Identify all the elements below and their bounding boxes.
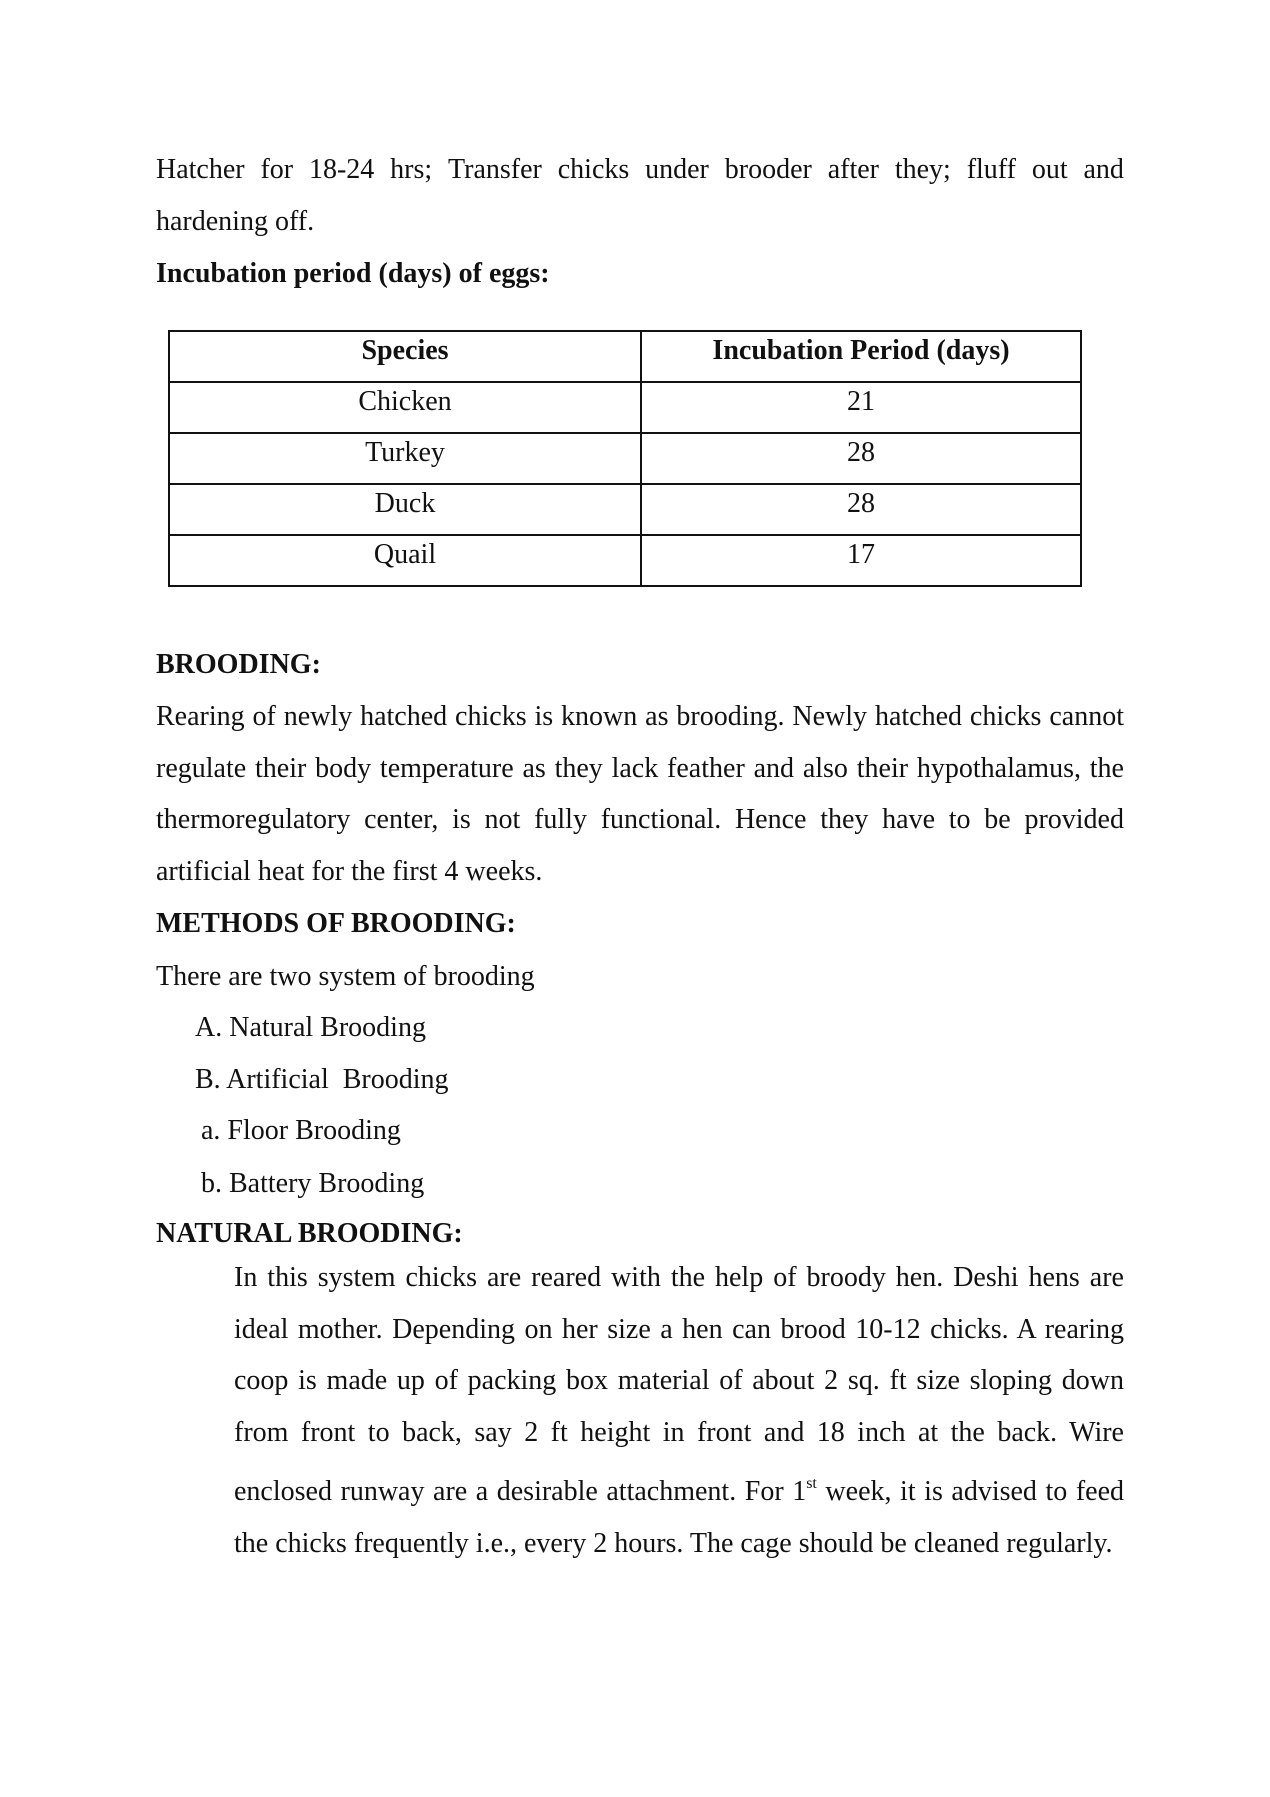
table-row (169, 382, 1081, 433)
word: 18-24 (308, 154, 375, 185)
table-cell-species: Turkey (169, 433, 641, 484)
methods-heading: METHODS OF BROODING: (156, 908, 516, 939)
word: hrs; (390, 154, 433, 185)
word: Transfer (448, 154, 542, 185)
table-header-species: Species (169, 331, 641, 382)
table-cell-period: 17 (641, 535, 1081, 586)
paragraph-text: In this system chicks are reared with the help of broody hen. Deshi hens are ideal mother. Depending on her size a hen can brood 10-12 chicks. A rearing coop is made up of packing box material of about 2 sq. ft size sloping down from front to back, say 2 ft height in front and 18 inch at the back. Wire enclosed runway are a desirable attachment. For 1 (234, 1262, 1124, 1508)
word: chicks (557, 154, 630, 185)
list-item: B. Artificial Brooding (195, 1064, 449, 1095)
brooding-paragraph: Rearing of newly hatched chicks is known as brooding. Newly hatched chicks cannot regulate their body temperature as they lack feather and also their hypothalamus, the thermoregulatory center, is not fully functional. Hence they have to be provided artificial heat for the first 4 weeks. (156, 701, 1124, 887)
table-row (169, 535, 1081, 586)
table-header-period: Incubation Period (days) (641, 331, 1081, 382)
list-item: b. Battery Brooding (201, 1168, 425, 1199)
word: under (645, 154, 709, 185)
paragraph-text: week, it is advised to feed the chicks frequently i.e., every 2 hours. The cage should be cleaned regularly. (234, 1476, 1124, 1559)
table-cell-period: 28 (641, 433, 1081, 484)
word: Hatcher (156, 154, 245, 185)
word: for (260, 154, 294, 185)
table-cell-species: Quail (169, 535, 641, 586)
table-header-row (169, 331, 1081, 382)
table-row (169, 433, 1081, 484)
table-cell-period: 21 (641, 382, 1081, 433)
word: and (1083, 154, 1124, 185)
table-cell-species: Duck (169, 484, 641, 535)
list-item: a. Floor Brooding (201, 1115, 401, 1146)
word: out (1031, 154, 1068, 185)
superscript: st (806, 1475, 817, 1493)
brooding-heading: BROODING: (156, 649, 321, 680)
word: after (827, 154, 879, 185)
methods-intro: There are two system of brooding (156, 961, 535, 992)
word: brooder (724, 154, 812, 185)
natural-brooding-paragraph (234, 1252, 1124, 1570)
natural-brooding-heading: NATURAL BROODING: (156, 1218, 463, 1249)
intro-line-1 (156, 153, 1124, 187)
incubation-heading: Incubation period (days) of eggs: (156, 258, 550, 289)
table-row (169, 484, 1081, 535)
table-cell-period: 28 (641, 484, 1081, 535)
incubation-table (168, 330, 1082, 587)
word: fluff (966, 154, 1016, 185)
intro-line-2: hardening off. (156, 206, 315, 237)
word: they; (894, 154, 951, 185)
list-item: A. Natural Brooding (195, 1012, 426, 1043)
table-cell-species: Chicken (169, 382, 641, 433)
